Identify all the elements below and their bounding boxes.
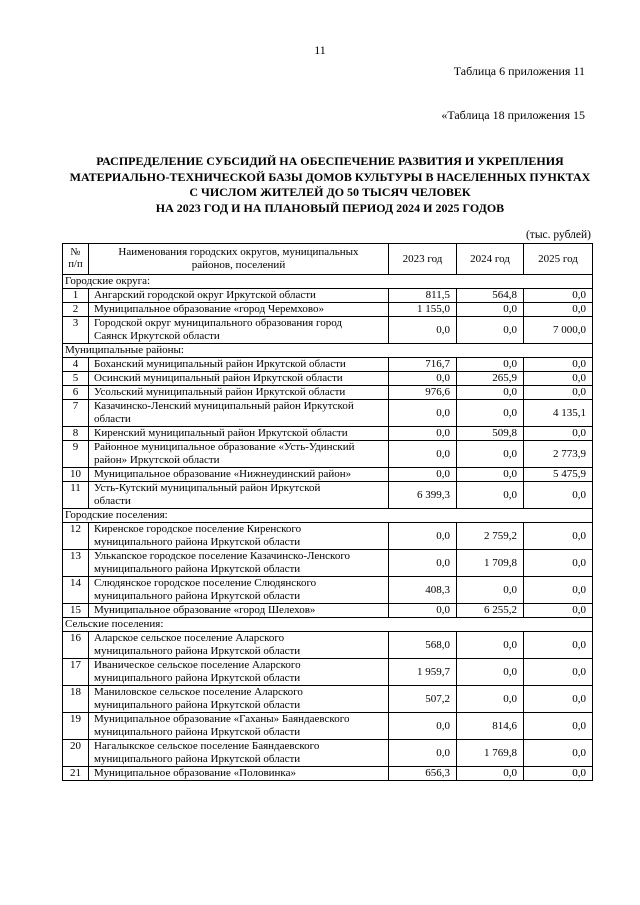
row-name [89, 550, 389, 577]
row-name-line: муниципального района Иркутской области [94, 590, 301, 602]
group-label: Муниципальные районы: [63, 344, 593, 358]
row-name-line: Саянск Иркутской области [94, 330, 220, 342]
row-name-line: Городской округ муниципального образования город [94, 317, 342, 329]
table-reference: Таблица 6 приложения 11 [453, 64, 585, 78]
row-name-line: район» Иркутской области [94, 454, 220, 466]
value-2025: 0,0 [524, 767, 593, 781]
value-2023: 976,6 [389, 386, 457, 400]
row-number: 2 [63, 303, 89, 317]
row-number: 4 [63, 358, 89, 372]
title-line: МАТЕРИАЛЬНО-ТЕХНИЧЕСКОЙ БАЗЫ ДОМОВ КУЛЬТУРЫ В НАСЕЛЕННЫХ ПУНКТАХ [69, 169, 591, 184]
value-2024: 0,0 [457, 441, 524, 468]
table-group-row [63, 275, 593, 289]
value-2024: 0,0 [457, 303, 524, 317]
document-title [60, 154, 600, 216]
row-name-line: муниципального района Иркутской области [94, 645, 301, 657]
row-name [89, 482, 389, 509]
row-name [89, 632, 389, 659]
table-header-row [63, 244, 593, 275]
row-number: 8 [63, 427, 89, 441]
row-name-line: Аларское сельское поселение Аларского [94, 632, 285, 644]
value-2025: 0,0 [524, 659, 593, 686]
group-label: Сельские поселения: [63, 618, 593, 632]
value-2024: 0,0 [457, 317, 524, 344]
value-2023: 0,0 [389, 740, 457, 767]
value-2024: 0,0 [457, 482, 524, 509]
row-name [89, 686, 389, 713]
row-name-line: муниципального района Иркутской области [94, 563, 301, 575]
table-row [63, 604, 593, 618]
row-name-line: Нагалыкское сельское поселение Баяндаевского [94, 740, 320, 752]
table-row [63, 441, 593, 468]
value-2024: 0,0 [457, 659, 524, 686]
table-group-row [63, 344, 593, 358]
row-number: 19 [63, 713, 89, 740]
row-name [89, 604, 389, 618]
row-name [89, 523, 389, 550]
value-2025: 0,0 [524, 604, 593, 618]
value-2025: 0,0 [524, 713, 593, 740]
value-2025: 5 475,9 [524, 468, 593, 482]
table-row [63, 767, 593, 781]
value-2025: 0,0 [524, 427, 593, 441]
row-name-line: Иваническое сельское поселение Аларского [94, 659, 301, 671]
table-row [63, 686, 593, 713]
table-row [63, 577, 593, 604]
row-number: 5 [63, 372, 89, 386]
value-2024: 1 709,8 [457, 550, 524, 577]
value-2023: 0,0 [389, 400, 457, 427]
value-2025: 0,0 [524, 632, 593, 659]
table-row [63, 482, 593, 509]
value-2023: 568,0 [389, 632, 457, 659]
value-2023: 1 155,0 [389, 303, 457, 317]
value-2025: 0,0 [524, 523, 593, 550]
table-row [63, 317, 593, 344]
value-2024: 2 759,2 [457, 523, 524, 550]
group-label: Городские округа: [63, 275, 593, 289]
table-row [63, 400, 593, 427]
row-name-line: Боханский муниципальный район Иркутской области [94, 358, 346, 370]
title-line: РАСПРЕДЕЛЕНИЕ СУБСИДИЙ НА ОБЕСПЕЧЕНИЕ РАЗВИТИЯ И УКРЕПЛЕНИЯ [96, 154, 564, 168]
value-2023: 0,0 [389, 468, 457, 482]
page-number: 11 [314, 43, 326, 57]
row-name [89, 577, 389, 604]
value-2024: 6 255,2 [457, 604, 524, 618]
row-name-line: Усольский муниципальный район Иркутской области [94, 386, 346, 398]
row-number: 1 [63, 289, 89, 303]
value-2025: 2 773,9 [524, 441, 593, 468]
value-2023: 716,7 [389, 358, 457, 372]
value-2024: 0,0 [457, 358, 524, 372]
value-2023: 1 959,7 [389, 659, 457, 686]
value-2024: 265,9 [457, 372, 524, 386]
table-row [63, 303, 593, 317]
value-2023: 507,2 [389, 686, 457, 713]
row-name-line: муниципального района Иркутской области [94, 536, 301, 548]
value-2025: 0,0 [524, 303, 593, 317]
row-name-line: муниципального района Иркутской области [94, 726, 301, 738]
row-number: 6 [63, 386, 89, 400]
value-2025: 0,0 [524, 372, 593, 386]
row-name-line: Маниловское сельское поселение Аларского [94, 686, 303, 698]
value-2023: 0,0 [389, 550, 457, 577]
value-2025: 0,0 [524, 358, 593, 372]
value-2024: 0,0 [457, 767, 524, 781]
value-2025: 7 000,0 [524, 317, 593, 344]
row-name-line: Киренское городское поселение Киренского [94, 523, 302, 535]
value-2023: 0,0 [389, 372, 457, 386]
row-number: 13 [63, 550, 89, 577]
value-2023: 811,5 [389, 289, 457, 303]
row-name-line: Муниципальное образование «Гаханы» Баяндаевского [94, 713, 350, 725]
row-name-line: Осинский муниципальный район Иркутской области [94, 372, 343, 384]
row-name-line: области [94, 413, 131, 425]
row-name [89, 372, 389, 386]
row-name-line: Улькanское городское поселение Казачинско-Ленского [94, 550, 351, 562]
row-name-line: Муниципальное образование «Нижнеудинский район» [94, 468, 352, 480]
table-row [63, 372, 593, 386]
row-name [89, 400, 389, 427]
row-number: 14 [63, 577, 89, 604]
subsidy-table [62, 243, 593, 781]
row-number: 11 [63, 482, 89, 509]
value-2025: 0,0 [524, 289, 593, 303]
row-name-line: Ангарский городской округ Иркутской области [94, 289, 316, 301]
row-name [89, 468, 389, 482]
row-number: 16 [63, 632, 89, 659]
row-name-line: муниципального района Иркутской области [94, 699, 301, 711]
units-label: (тыс. рублей) [525, 229, 591, 241]
table-row [63, 632, 593, 659]
row-number: 10 [63, 468, 89, 482]
row-number: 7 [63, 400, 89, 427]
row-name-line: Усть-Кутский муниципальный район Иркутской [94, 482, 321, 494]
value-2024: 1 769,8 [457, 740, 524, 767]
header-2025: 2025 год [524, 244, 593, 275]
row-number: 20 [63, 740, 89, 767]
value-2025: 0,0 [524, 577, 593, 604]
row-name [89, 303, 389, 317]
row-name [89, 289, 389, 303]
value-2023: 0,0 [389, 604, 457, 618]
table-group-row [63, 509, 593, 523]
table-group-row [63, 618, 593, 632]
table-body [63, 275, 593, 781]
value-2025: 0,0 [524, 686, 593, 713]
value-2024: 0,0 [457, 632, 524, 659]
header-2024: 2024 год [457, 244, 524, 275]
value-2023: 0,0 [389, 441, 457, 468]
row-name-line: Районное муниципальное образование «Усть-Удинский [94, 441, 355, 453]
value-2024: 0,0 [457, 468, 524, 482]
value-2025: 0,0 [524, 550, 593, 577]
title-line: С ЧИСЛОМ ЖИТЕЛЕЙ ДО 50 ТЫСЯЧ ЧЕЛОВЕК [189, 185, 471, 199]
row-name [89, 441, 389, 468]
table-row [63, 740, 593, 767]
table-row [63, 427, 593, 441]
value-2025: 4 135,1 [524, 400, 593, 427]
row-number: 3 [63, 317, 89, 344]
row-number: 12 [63, 523, 89, 550]
row-name [89, 659, 389, 686]
value-2024: 814,6 [457, 713, 524, 740]
table-row [63, 468, 593, 482]
row-number: 21 [63, 767, 89, 781]
value-2024: 0,0 [457, 400, 524, 427]
value-2024: 0,0 [457, 577, 524, 604]
table-row [63, 713, 593, 740]
row-number: 17 [63, 659, 89, 686]
row-name-line: Муниципальное образование «город Шелехов» [94, 604, 316, 616]
row-name [89, 317, 389, 344]
row-name [89, 386, 389, 400]
row-name-line: Киренский муниципальный район Иркутской области [94, 427, 348, 439]
group-label: Городские поселения: [63, 509, 593, 523]
row-name [89, 427, 389, 441]
header-name: Наименования городских округов, муниципальных районов, поселений [89, 244, 389, 275]
row-name-line: Муниципальное образование «город Черемхово» [94, 303, 325, 315]
row-name-line: Слюдянское городское поселение Слюдянского [94, 577, 317, 589]
row-number: 18 [63, 686, 89, 713]
header-number: № п/п [63, 244, 89, 275]
value-2025: 0,0 [524, 482, 593, 509]
value-2023: 0,0 [389, 523, 457, 550]
value-2024: 0,0 [457, 386, 524, 400]
row-name [89, 358, 389, 372]
row-name-line: муниципального района Иркутской области [94, 753, 301, 765]
table-row [63, 523, 593, 550]
value-2023: 6 399,3 [389, 482, 457, 509]
title-line: НА 2023 ГОД И НА ПЛАНОВЫЙ ПЕРИОД 2024 И 2025 ГОДОВ [155, 200, 505, 215]
table-reference-quoted: «Таблица 18 приложения 15 [441, 108, 585, 122]
row-number: 15 [63, 604, 89, 618]
row-number: 9 [63, 441, 89, 468]
value-2023: 0,0 [389, 713, 457, 740]
table-row [63, 386, 593, 400]
row-name-line: области [94, 495, 131, 507]
table-row [63, 289, 593, 303]
row-name [89, 767, 389, 781]
header-2023: 2023 год [389, 244, 457, 275]
table-row [63, 550, 593, 577]
value-2024: 564,8 [457, 289, 524, 303]
value-2023: 656,3 [389, 767, 457, 781]
value-2024: 509,8 [457, 427, 524, 441]
table-row [63, 659, 593, 686]
row-name-line: Казачинско-Ленский муниципальный район Иркутской [94, 400, 354, 412]
value-2023: 408,3 [389, 577, 457, 604]
row-name [89, 713, 389, 740]
table-row [63, 358, 593, 372]
value-2025: 0,0 [524, 386, 593, 400]
value-2023: 0,0 [389, 317, 457, 344]
row-name-line: Муниципальное образование «Половинка» [94, 767, 296, 779]
value-2024: 0,0 [457, 686, 524, 713]
value-2025: 0,0 [524, 740, 593, 767]
value-2023: 0,0 [389, 427, 457, 441]
row-name-line: муниципального района Иркутской области [94, 672, 301, 684]
row-name [89, 740, 389, 767]
